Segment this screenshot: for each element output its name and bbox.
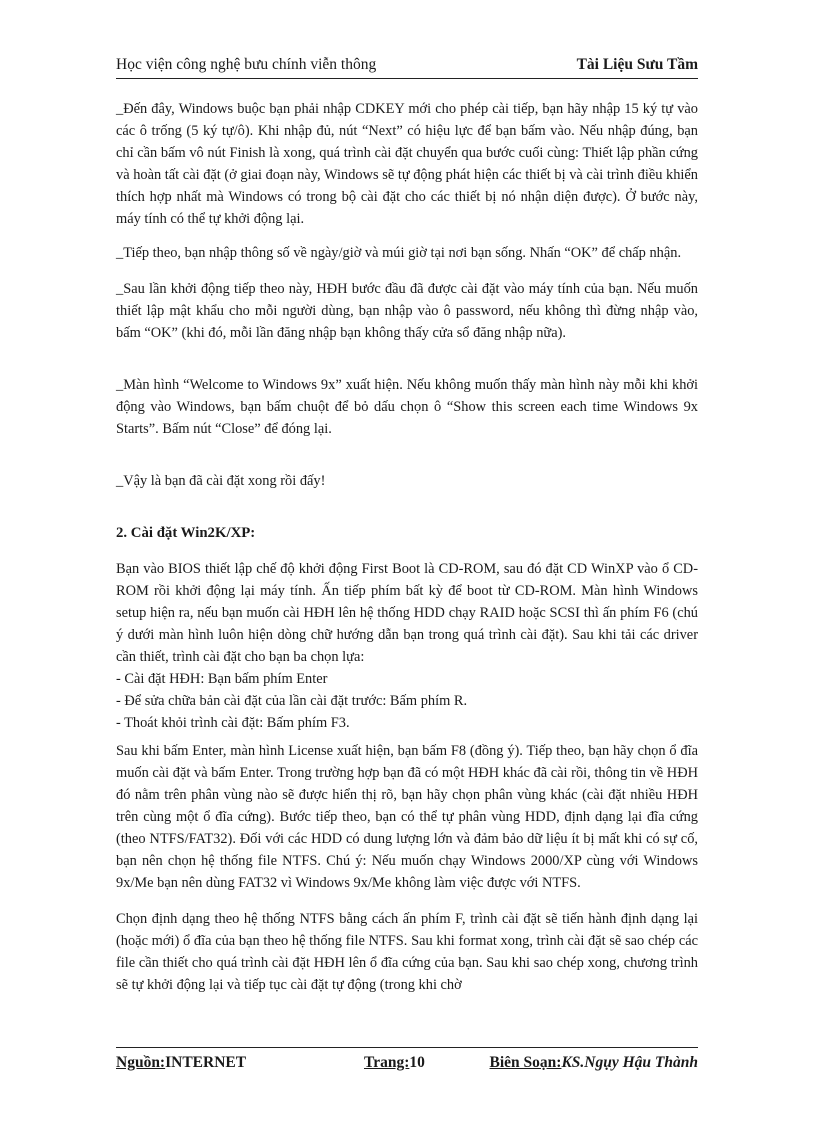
paragraph-ntfs: Chọn định dạng theo hệ thống NTFS bằng cách ấn phím F, trình cài đặt sẽ tiến hành định dạng lại (hoặc mới) ổ đĩa của bạn theo hệ thống file NTFS. Sau khi format xong, trình cài đặt sẽ sao chép các file cần thiết cho quá trình cài đặt HĐH lên ổ đĩa cứng của bạn. Sau khi sao chép xong, chương trình sẽ tự khởi động lại và tiếp tục cài đặt tự động (trong khi chờ <box>116 911 698 993</box>
page-header <box>116 54 698 79</box>
footer-page <box>364 1054 425 1072</box>
footer-author-label: Biên Soạn: <box>489 1054 562 1071</box>
paragraph-bios: Bạn vào BIOS thiết lập chế độ khởi động First Boot là CD-ROM, sau đó đặt CD WinXP vào ổ CD-ROM rồi khởi động lại máy tính. Ấn tiếp phím bất kỳ để boot từ CD-ROM. Màn hình Windows setup hiện ra, nếu bạn muốn cài HĐH lên hệ thống HDD chạy RAID hoặc SCSI thì ấn phím F6 (chú ý dưới màn hình luôn hiện dòng chữ hướng dẫn bạn trong quá trình cài đặt). Sau khi tải các driver cần thiết, trình cài đặt cho bạn ba chọn lựa: <box>116 561 698 665</box>
paragraph-welcome: _Màn hình “Welcome to Windows 9x” xuất hiện. Nếu không muốn thấy màn hình này mỗi khi khởi động vào Windows, bạn bấm chuột để bỏ dấu chọn ô “Show this screen each time Windows 9x Starts”. Bấm nút “Close” để đóng lại. <box>116 377 698 437</box>
footer-author <box>490 1054 698 1072</box>
footer-page-label: Trang: <box>364 1054 410 1071</box>
page-footer <box>116 1047 698 1076</box>
list-item: - Cài đặt HĐH: Bạn bấm phím Enter <box>116 671 328 687</box>
paragraph-done: _Vậy là bạn đã cài đặt xong rồi đấy! <box>116 473 326 489</box>
footer-source-value: INTERNET <box>165 1054 247 1071</box>
list-item: - Để sửa chữa bản cài đặt của lần cài đặt trước: Bấm phím R. <box>116 693 468 709</box>
paragraph-cdkey: _Đến đây, Windows buộc bạn phải nhập CDKEY mới cho phép cài tiếp, bạn hãy nhập 15 ký tự vào các ô trống (5 ký tự/ô). Khi nhập đủ, nút “Next” có hiệu lực để bạn bấm vào. Nếu nhập đúng, bạn chỉ cần bấm vô nút Finish là xong, quá trình cài đặt chuyển qua bước cuối cùng: Thiết lập phần cứng và hoàn tất cài đặt (ở giai đoạn này, Windows sẽ tự động phát hiện các thiết bị và cài trình điều khiển thích hợp nhất mà Windows có trong bộ cài đặt cho các thiết bị nó nhận diện được). Ở bước này, máy tính có thể tự khởi động lại. <box>116 101 698 227</box>
footer-source-label: Nguồn: <box>116 1054 166 1071</box>
option-list <box>116 668 698 734</box>
page-body <box>116 98 698 996</box>
list-item: - Thoát khỏi trình cài đặt: Bấm phím F3. <box>116 715 350 731</box>
section-heading: 2. Cài đặt Win2K/XP: <box>116 525 256 541</box>
paragraph-license: Sau khi bấm Enter, màn hình License xuất hiện, bạn bấm F8 (đồng ý). Tiếp theo, bạn hãy chọn ổ đĩa muốn cài đặt và bấm Enter. Trong trường hợp bạn đã có một HĐH khác đã cài rồi, thông tin về HĐH đó nằm trên phân vùng nào sẽ được hiển thị rõ, bạn hãy chọn phân vùng khác (cài đặt nhiều HĐH trên cùng một ổ đĩa cứng). Bước tiếp theo, bạn có thể tự phân vùng HDD, định dạng lại đĩa cứng (theo NTFS/FAT32). Đối với các HDD có dung lượng lớn và đảm bảo dữ liệu ít bị mất khi có sự cố, bạn nên chọn hệ thống file NTFS. Chú ý: Nếu muốn chạy Windows 2000/XP cùng với Windows 9x/Me bạn nên dùng FAT32 vì Windows 9x/Me không làm việc được với NTFS. <box>116 743 698 891</box>
paragraph-datetime: _Tiếp theo, bạn nhập thông số về ngày/giờ và múi giờ tại nơi bạn sống. Nhấn “OK” để chấp nhận. <box>116 245 682 261</box>
paragraph-password: _Sau lần khởi động tiếp theo này, HĐH bước đầu đã được cài đặt vào máy tính của bạn. Nếu muốn thiết lập mật khẩu cho mỗi người dùng, bạn nhập vào ô password, nếu không thì đừng nhập vào, bấm “OK” (khi đó, mỗi lần đăng nhập bạn không thấy cửa sổ đăng nhập nữa). <box>116 281 698 341</box>
header-doc-type: Tài Liệu Sưu Tầm <box>576 56 698 73</box>
header-institution: Học viện công nghệ bưu chính viễn thông <box>116 56 377 73</box>
footer-page-number: 10 <box>409 1054 425 1071</box>
footer-source <box>116 1054 246 1072</box>
footer-author-name: KS.Ngụy Hậu Thành <box>561 1054 698 1071</box>
